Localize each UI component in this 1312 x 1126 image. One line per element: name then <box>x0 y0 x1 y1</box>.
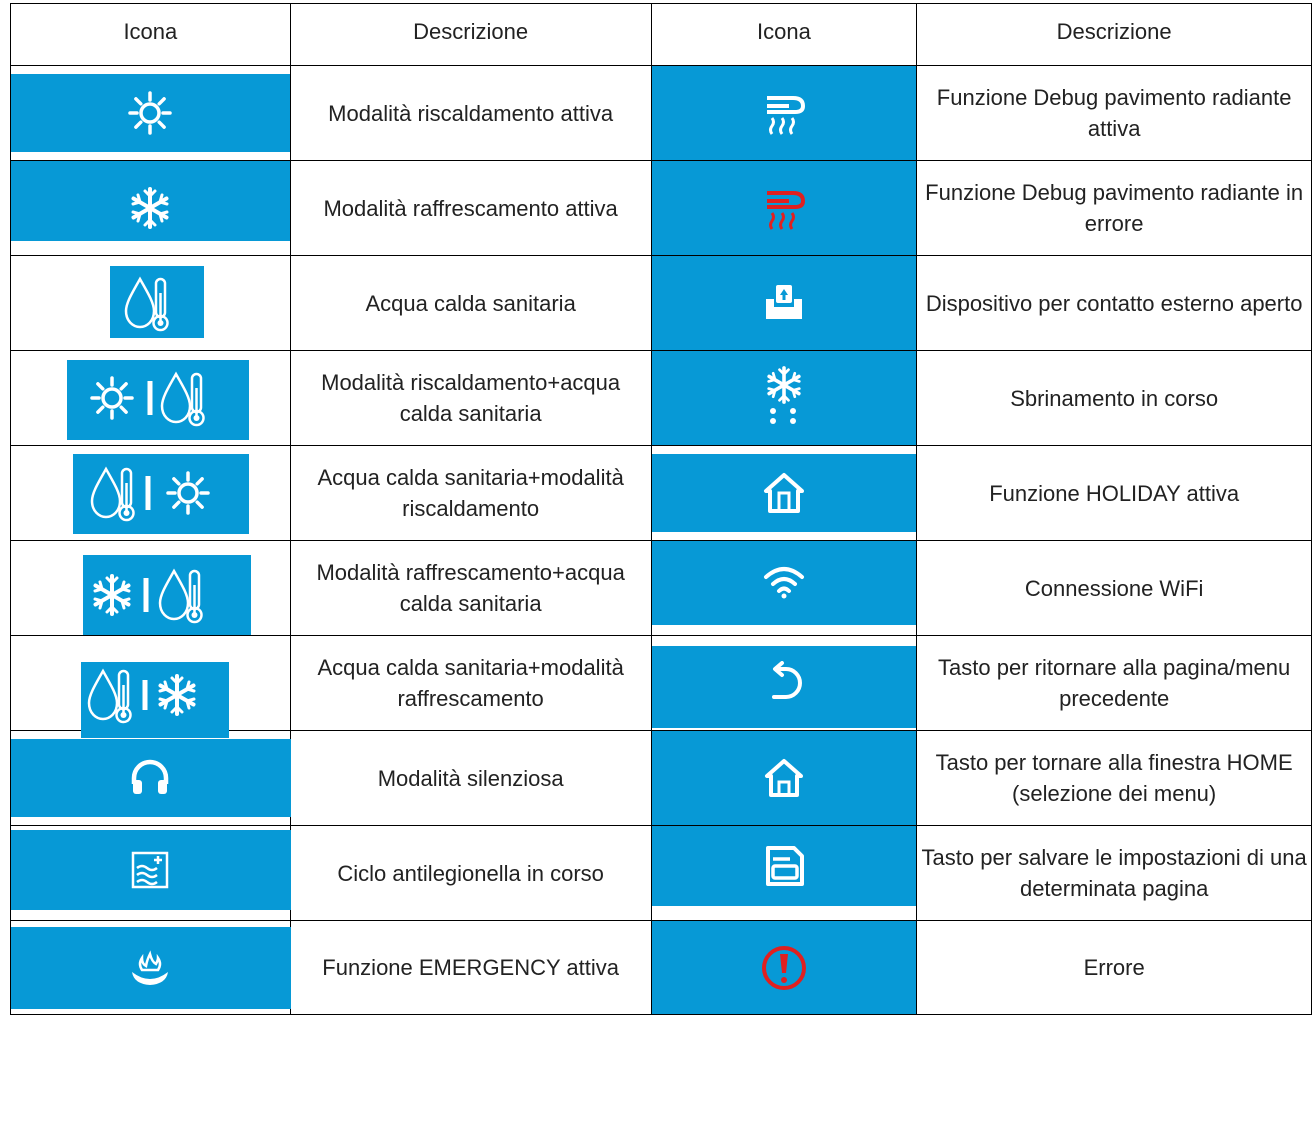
icon-cell <box>651 921 917 1015</box>
description-cell: Ciclo antilegionella in corso <box>290 826 651 921</box>
icon-legend-table <box>10 3 1312 1015</box>
icon-cell <box>651 636 917 731</box>
icon-cell <box>11 66 291 161</box>
table-row <box>11 161 1312 256</box>
icon-cell <box>651 351 917 446</box>
table-row <box>11 446 1312 541</box>
icon-cell <box>11 351 291 446</box>
description-cell: Funzione Debug pavimento radiante in errore <box>917 161 1312 256</box>
floor-heating-debug-error-icon <box>652 161 917 255</box>
description-cell: Modalità riscaldamento+acqua calda sanitaria <box>290 351 651 446</box>
description-cell: Modalità riscaldamento attiva <box>290 66 651 161</box>
wifi-icon <box>652 541 917 625</box>
snowflake-and-water-icon <box>11 548 290 642</box>
holiday-house-icon <box>652 446 917 540</box>
table-row <box>11 351 1312 446</box>
sun-icon <box>11 66 290 160</box>
icon-cell <box>651 541 917 636</box>
error-icon <box>652 921 917 1014</box>
icon-cell <box>11 161 291 256</box>
header-row <box>11 4 1312 66</box>
icon-cell <box>651 66 917 161</box>
description-cell: Funzione Debug pavimento radiante attiva <box>917 66 1312 161</box>
description-cell: Tasto per tornare alla finestra HOME (selezione dei menu) <box>917 731 1312 826</box>
table-row <box>11 256 1312 351</box>
description-cell: Funzione HOLIDAY attiva <box>917 446 1312 541</box>
description-cell: Dispositivo per contatto esterno aperto <box>917 256 1312 351</box>
back-arrow-icon <box>652 636 917 730</box>
water-and-snowflake-icon <box>11 648 290 742</box>
icon-cell <box>651 256 917 351</box>
header-icon: Icona <box>651 4 917 66</box>
description-cell: Funzione EMERGENCY attiva <box>290 921 651 1015</box>
icon-cell <box>11 731 291 826</box>
header-description: Descrizione <box>917 4 1312 66</box>
icon-cell <box>11 636 291 731</box>
snowflake-icon <box>11 161 290 255</box>
defrost-icon <box>652 351 917 445</box>
table-row <box>11 636 1312 731</box>
icon-cell <box>651 446 917 541</box>
icon-cell <box>11 446 291 541</box>
description-cell: Sbrinamento in corso <box>917 351 1312 446</box>
table-row <box>11 731 1312 826</box>
icon-cell <box>11 921 291 1015</box>
description-cell: Tasto per salvare le impostazioni di una determinata pagina <box>917 826 1312 921</box>
table-row <box>11 541 1312 636</box>
floor-heating-debug-icon <box>652 66 917 160</box>
icon-cell <box>11 256 291 351</box>
description-cell: Errore <box>917 921 1312 1015</box>
icon-cell <box>651 826 917 921</box>
description-cell: Modalità silenziosa <box>290 731 651 826</box>
headphones-icon <box>11 731 290 825</box>
description-cell: Modalità raffrescamento attiva <box>290 161 651 256</box>
description-cell: Acqua calda sanitaria+modalità raffrescamento <box>290 636 651 731</box>
home-icon <box>652 731 917 825</box>
header-icon: Icona <box>11 4 291 66</box>
icon-cell <box>11 541 291 636</box>
description-cell: Tasto per ritornare alla pagina/menu precedente <box>917 636 1312 731</box>
table-row <box>11 921 1312 1015</box>
table-row <box>11 66 1312 161</box>
table-row <box>11 826 1312 921</box>
water-thermometer-icon <box>11 256 290 350</box>
antilegionella-icon <box>11 826 290 914</box>
icon-cell <box>651 161 917 256</box>
description-cell: Connessione WiFi <box>917 541 1312 636</box>
description-cell: Acqua calda sanitaria <box>290 256 651 351</box>
external-contact-open-icon <box>652 256 917 350</box>
sun-and-water-icon <box>11 351 290 445</box>
water-and-sun-icon <box>11 446 290 540</box>
save-icon <box>652 826 917 906</box>
description-cell: Acqua calda sanitaria+modalità riscaldamento <box>290 446 651 541</box>
emergency-flame-icon <box>11 921 290 1014</box>
description-cell: Modalità raffrescamento+acqua calda sanitaria <box>290 541 651 636</box>
icon-cell <box>11 826 291 921</box>
header-description: Descrizione <box>290 4 651 66</box>
icon-cell <box>651 731 917 826</box>
